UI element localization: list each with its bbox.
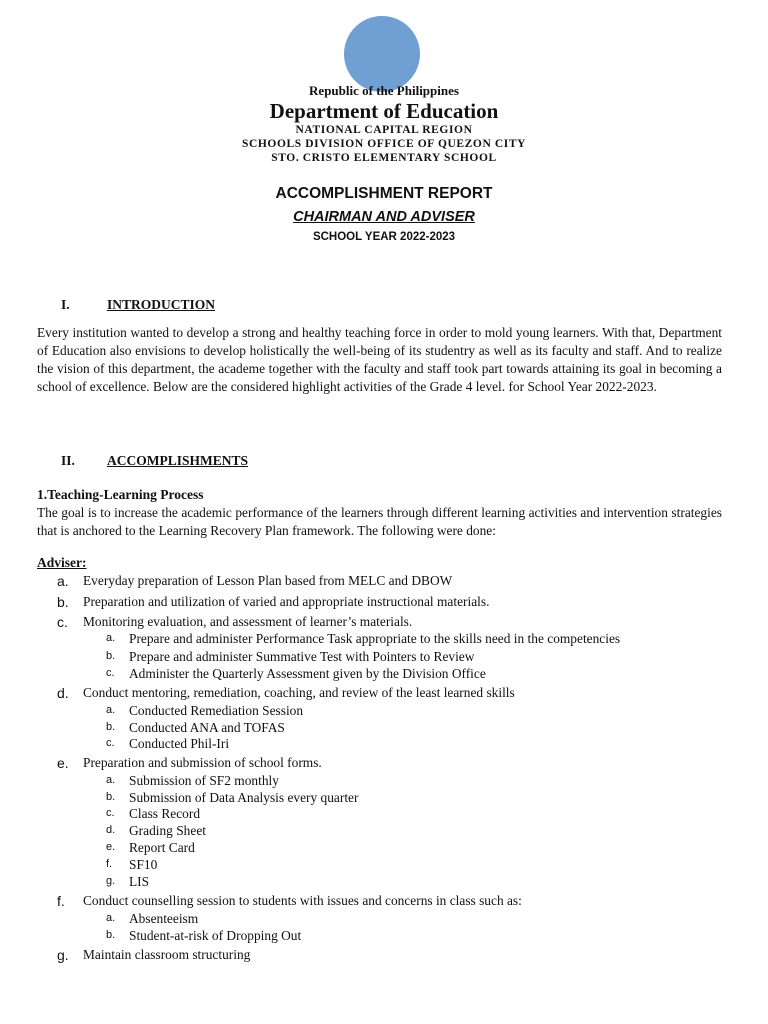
list-marker: c.	[106, 737, 115, 749]
report-title: ACCOMPLISHMENT REPORT	[275, 185, 493, 202]
list-item-text: Everyday preparation of Lesson Plan based from MELC and DBOW	[83, 573, 453, 588]
list-marker: b.	[106, 721, 116, 733]
list-item-text: Conducted Remediation Session	[129, 703, 304, 718]
list-marker: e.	[106, 841, 116, 853]
list-item	[57, 893, 522, 909]
republic-heading: Republic of the Philippines	[309, 83, 459, 98]
list-item-text: Report Card	[129, 840, 195, 855]
list-item-text: Preparation and utilization of varied and appropriate instructional materials.	[83, 594, 490, 609]
list-item-text: Conducted ANA and TOFAS	[129, 720, 285, 735]
list-item-text: Grading Sheet	[129, 823, 206, 838]
list-item-text: Student-at-risk of Dropping Out	[129, 928, 302, 943]
sub-list-item	[106, 806, 201, 822]
division-heading: SCHOOLS DIVISION OFFICE OF QUEZON CITY	[241, 138, 527, 150]
list-item-text: Prepare and administer Summative Test with Pointers to Review	[129, 649, 475, 664]
introduction-paragraph: Every institution wanted to develop a strong and healthy teaching force in order to mold young learners. With that, Department of Education also envisions to develop holistically the well-being of its studentry as well as its faculty and staff. And to realize the vision of this department, the academe together with the faculty and staff took part towards attaining its goal in becoming a school of excellence. Below are the considered highlight activities of the Grade 4 level. for School Year 2022-2023.	[37, 325, 722, 394]
list-item-text: Conduct mentoring, remediation, coaching, and review of the least learned skills	[83, 685, 515, 700]
teaching-learning-heading: 1.Teaching-Learning Process	[37, 487, 204, 502]
list-item-text: SF10	[129, 857, 158, 872]
report-subtitle: CHAIRMAN AND ADVISER	[293, 209, 475, 225]
list-item-text: Class Record	[129, 806, 201, 821]
school-year: SCHOOL YEAR 2022-2023	[312, 231, 456, 243]
sub-list-item	[106, 631, 621, 647]
sub-list-item	[106, 928, 302, 944]
sub-list-item	[106, 666, 486, 682]
list-marker: c.	[57, 614, 68, 630]
list-marker: c.	[106, 667, 115, 679]
list-marker: b.	[106, 929, 116, 941]
list-item	[57, 685, 515, 701]
sub-list-item	[106, 874, 150, 890]
sub-list-item	[106, 649, 475, 665]
region-heading: NATIONAL CAPITAL REGION	[295, 124, 473, 136]
list-item-text: Prepare and administer Performance Task appropriate to the skills need in the competencies	[129, 631, 621, 646]
deped-seal-logo	[344, 16, 420, 92]
list-item	[57, 755, 322, 771]
section-numeral: II.	[61, 453, 75, 468]
list-marker: d.	[106, 824, 116, 836]
list-item-text: Absenteeism	[129, 911, 199, 926]
list-marker: a.	[106, 912, 116, 924]
list-item-text: LIS	[129, 874, 150, 889]
section-numeral: I.	[61, 297, 70, 312]
list-marker: f.	[57, 893, 65, 909]
section-accomplishments-heading	[61, 453, 248, 469]
list-marker: c.	[106, 807, 115, 819]
list-marker: e.	[57, 755, 69, 771]
list-marker: d.	[57, 685, 69, 701]
sub-list-item	[106, 857, 158, 873]
section-title: INTRODUCTION	[107, 297, 216, 312]
sub-list-item	[106, 773, 279, 789]
list-item-text: Conducted Phil-Iri	[129, 736, 230, 751]
sub-list-item	[106, 790, 359, 806]
list-item	[57, 573, 453, 589]
list-item	[57, 614, 413, 630]
list-item	[57, 594, 490, 610]
teaching-learning-paragraph: The goal is to increase the academic performance of the learners through different learning activities and intervention strategies that is anchored to the Learning Recovery Plan framework. The following were done:	[37, 505, 722, 538]
list-marker: a.	[57, 573, 69, 589]
sub-list-item	[106, 911, 199, 927]
list-item-text: Submission of SF2 monthly	[129, 773, 279, 788]
list-marker: b.	[57, 594, 69, 610]
list-item	[57, 947, 251, 963]
section-title: ACCOMPLISHMENTS	[107, 453, 249, 468]
sub-list-item	[106, 736, 230, 752]
list-item-text: Preparation and submission of school forms.	[83, 755, 322, 770]
department-heading: Department of Education	[269, 99, 499, 123]
list-marker: f.	[106, 858, 113, 870]
list-item-text: Maintain classroom structuring	[83, 947, 251, 962]
list-item-text: Submission of Data Analysis every quarter	[129, 790, 359, 805]
list-marker: b.	[106, 650, 116, 662]
list-item-text: Monitoring evaluation, and assessment of learner’s materials.	[83, 614, 413, 629]
adviser-label: Adviser:	[37, 555, 87, 570]
school-heading: STO. CRISTO ELEMENTARY SCHOOL	[271, 152, 497, 164]
sub-list-item	[106, 823, 206, 839]
list-marker: a.	[106, 632, 116, 644]
list-marker: g.	[57, 947, 69, 963]
section-introduction-heading	[61, 297, 215, 313]
list-item-text: Administer the Quarterly Assessment given by the Division Office	[129, 666, 486, 681]
list-marker: a.	[106, 774, 116, 786]
list-item-text: Conduct counselling session to students with issues and concerns in class such as:	[83, 893, 522, 908]
sub-list-item	[106, 720, 285, 736]
list-marker: a.	[106, 704, 116, 716]
list-marker: b.	[106, 791, 116, 803]
sub-list-item	[106, 840, 195, 856]
list-marker: g.	[106, 875, 116, 887]
sub-list-item	[106, 703, 304, 719]
